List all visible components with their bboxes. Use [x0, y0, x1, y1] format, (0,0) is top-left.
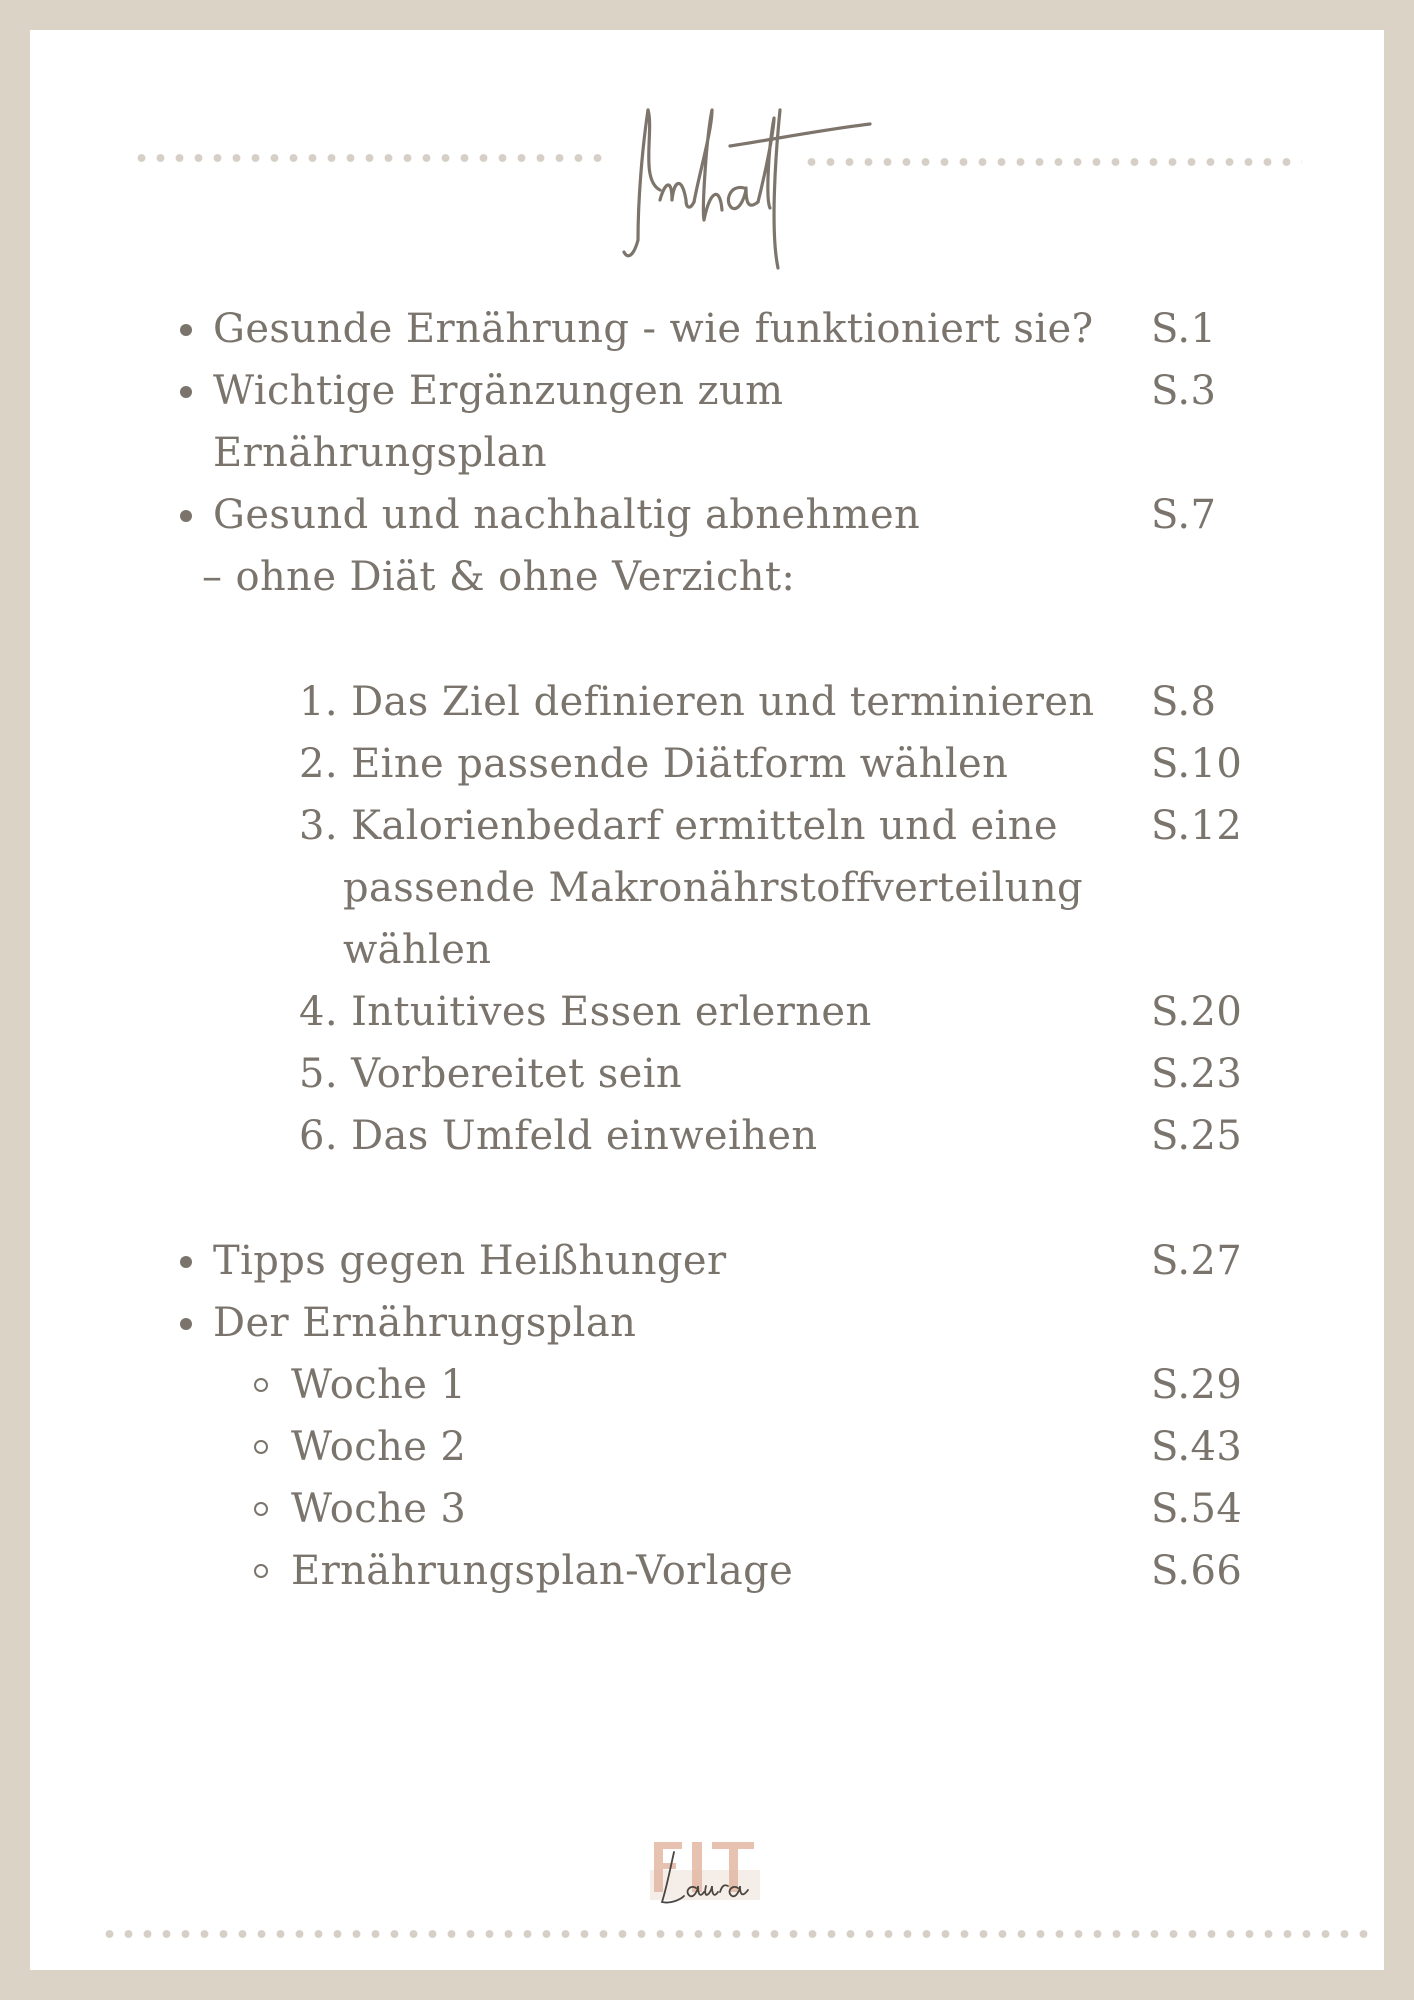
toc-entry-text: wählen [343, 927, 492, 973]
toc-entry[interactable] [30, 484, 1384, 546]
toc-entry-text: 2. Eine passende Diätform wählen [299, 741, 1009, 787]
toc-entry-text: 5. Vorbereitet sein [299, 1051, 683, 1097]
bullet-icon [180, 1256, 192, 1268]
toc-subentry[interactable] [30, 795, 1384, 857]
toc-entry-text: 1. Das Ziel definieren und terminieren [299, 679, 1095, 725]
bullet-icon [180, 1318, 192, 1330]
table-of-contents [30, 30, 1384, 1730]
toc-entry-text: Gesunde Ernährung - wie funktioniert sie? [213, 306, 1094, 352]
toc-entry-page: S.25 [1151, 1113, 1243, 1159]
toc-entry[interactable] [30, 360, 1384, 422]
circle-bullet-icon [254, 1378, 268, 1392]
toc-entry-page: S.23 [1151, 1051, 1243, 1097]
toc-entry-page: S.27 [1151, 1238, 1243, 1284]
toc-subentry[interactable] [30, 671, 1384, 733]
toc-entry-page: S.7 [1151, 492, 1217, 538]
toc-subentry[interactable] [30, 1416, 1384, 1478]
toc-entry-text: Woche 3 [291, 1486, 467, 1532]
toc-entry-text: Wichtige Ergänzungen zum [213, 368, 784, 414]
toc-entry-page: S.43 [1151, 1424, 1243, 1470]
toc-entry-text: 3. Kalorienbedarf ermitteln und eine [299, 803, 1058, 849]
toc-entry-page: S.8 [1151, 679, 1217, 725]
toc-entry-page: S.1 [1151, 306, 1217, 352]
toc-subentry[interactable] [30, 733, 1384, 795]
toc-subentry[interactable] [30, 1540, 1384, 1602]
toc-entry-page: S.3 [1151, 368, 1217, 414]
circle-bullet-icon [254, 1440, 268, 1454]
toc-entry-text: Woche 2 [291, 1424, 467, 1470]
toc-entry-text: Ernährungsplan-Vorlage [291, 1548, 794, 1594]
document-page [30, 30, 1384, 1970]
toc-entry-page: S.10 [1151, 741, 1243, 787]
circle-bullet-icon [254, 1502, 268, 1516]
brand-logo [640, 1830, 770, 1920]
toc-entry-text: Der Ernährungsplan [213, 1300, 637, 1346]
bullet-icon [180, 324, 192, 336]
toc-entry-text: – ohne Diät & ohne Verzicht: [202, 554, 796, 600]
toc-entry[interactable] [30, 1292, 1384, 1354]
toc-entry-continuation [30, 857, 1384, 919]
toc-entry-text: 4. Intuitives Essen erlernen [299, 989, 872, 1035]
toc-entry-page: S.66 [1151, 1548, 1243, 1594]
toc-subentry[interactable] [30, 1105, 1384, 1167]
circle-bullet-icon [254, 1564, 268, 1578]
toc-entry-continuation [30, 422, 1384, 484]
toc-entry-text: 6. Das Umfeld einweihen [299, 1113, 818, 1159]
toc-subentry[interactable] [30, 1354, 1384, 1416]
toc-subentry[interactable] [30, 1478, 1384, 1540]
toc-entry[interactable] [30, 298, 1384, 360]
toc-entry-text: Tipps gegen Heißhunger [213, 1238, 727, 1284]
toc-entry-text: Woche 1 [291, 1362, 467, 1408]
toc-entry-page: S.12 [1151, 803, 1243, 849]
toc-entry-text: Ernährungsplan [213, 430, 548, 476]
toc-entry[interactable] [30, 1230, 1384, 1292]
toc-subentry[interactable] [30, 981, 1384, 1043]
toc-entry-page: S.29 [1151, 1362, 1243, 1408]
toc-entry-page: S.54 [1151, 1486, 1243, 1532]
bullet-icon [180, 510, 192, 522]
toc-entry-text: passende Makronährstoffverteilung [343, 865, 1084, 911]
toc-entry-continuation [30, 546, 1384, 608]
toc-entry-text: Gesund und nachhaltig abnehmen [213, 492, 921, 538]
bullet-icon [180, 386, 192, 398]
toc-entry-continuation [30, 919, 1384, 981]
dotted-divider-bottom [100, 1930, 1370, 1938]
toc-entry-page: S.20 [1151, 989, 1243, 1035]
toc-subentry[interactable] [30, 1043, 1384, 1105]
fit-laura-logo-icon [640, 1830, 770, 1920]
